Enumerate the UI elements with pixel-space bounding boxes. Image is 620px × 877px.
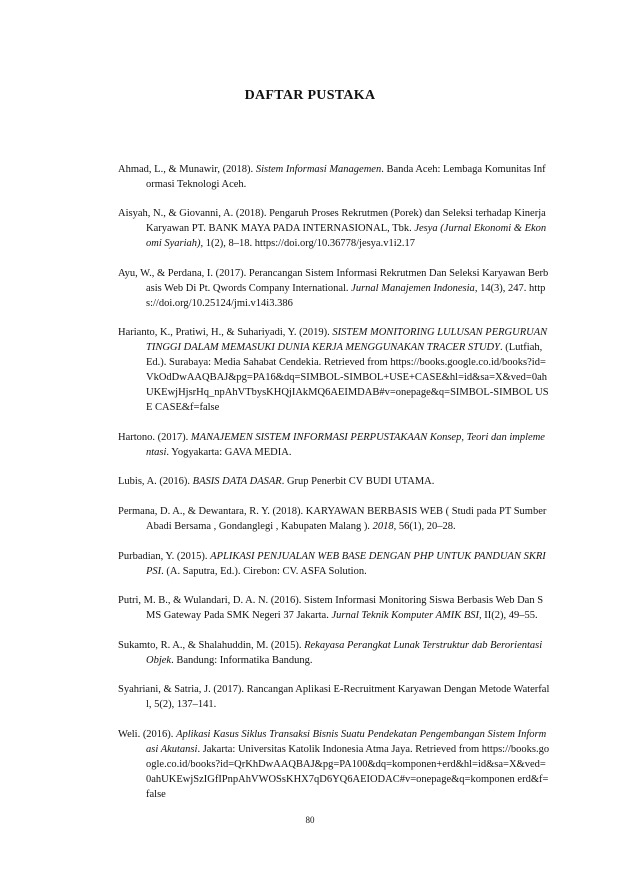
reference-title: APLIKASI PENJUALAN WEB BASE DENGAN PHP UNTUK PANDUAN SKRIPSI [146,550,546,577]
reference-entry [118,162,550,192]
reference-title: Jesya (Jurnal Ekonomi & Ekonomi Syariah) [146,223,547,250]
reference-text: , 1(2), 8–18. https://doi.org/10.36778/jesya.v1i2.17 [200,238,416,250]
reference-text: Lubis, A. (2016). [118,476,193,488]
reference-text: Aisyah, N., & Giovanni, A. (2018). Pengaruh Proses Rekrutmen (Porek) dan Seleksi terhadap Kinerja Karyawan PT. BANK MAYA PADA INTERNASIONAL, Tbk. [118,208,546,235]
reference-text: . (A. Saputra, Ed.). Cirebon: CV. ASFA Solution. [161,565,367,577]
reference-title: Sistem Informasi Managemen [255,163,382,175]
reference-text: , II(2), 49–55. [479,610,538,622]
reference-text: . Bandung: Informatika Bandung. [171,654,313,666]
reference-text: . Yogyakarta: GAVA MEDIA. [166,446,292,458]
reference-entry [118,325,550,415]
reference-entry [118,638,550,668]
reference-text: Purbadian, Y. (2015). [118,550,211,562]
reference-text: Permana, D. A., & Dewantara, R. Y. (2018). KARYAWAN BERBASIS WEB ( Studi pada PT Sumber Abadi Bersama , Gondanglegi , Kabupaten Malang ). [118,506,547,533]
reference-text: Weli. (2016). [118,729,177,741]
reference-entry [118,474,550,489]
reference-text: . (Lutfiah, Ed.). Surabaya: Media Sahabat Cendekia. Retrieved from https://books.google.co.id/books?id=VkOdDwAAQBAJ&pg=PA16&dq=SIMBOL-SIMBOL+USE+CASE&hl=id&sa=X&ved=0ahUKEwjHjsrHq_npAhVTbysKHQjIAkMQ6AEIMDAB#v=onepage&q=SIMBOL-SIMBOL USE CASE&f=false [146,342,549,414]
reference-text: . Banda Aceh: Lembaga Komunitas Informasi Teknologi Aceh. [146,163,546,190]
reference-entry [118,727,550,802]
reference-entry [118,430,550,460]
reference-text: Ahmad, L., & Munawir, (2018). [118,163,256,175]
reference-text: . Grup Penerbit CV BUDI UTAMA. [281,476,435,488]
reference-title: 2018 [372,521,394,533]
reference-title: MANAJEMEN SISTEM INFORMASI PERPUSTAKAAN Konsep, Teori dan implementasi [146,431,545,458]
reference-entry [118,682,550,712]
reference-entry [118,593,550,623]
reference-title: Rekayasa Perangkat Lunak Terstruktur dab Berorientasi Objek [146,639,543,666]
reference-text: . Jakarta: Universitas Katolik Indonesia Atma Jaya. Retrieved from https://books.google.co.id/books?id=QrKhDwAAQBAJ&pg=PA100&dq=komponen+erd&hl=id&sa=X&ved=0ahUKEwjSzIGfIPnpAhVWOSsKHX7qD6YQ6AEIODAC#v=onepage&q=komponen erd&f=false [146,744,550,801]
reference-title: Jurnal Teknik Komputer AMIK BSI [331,610,480,622]
reference-text: Sukamto, R. A., & Shalahuddin, M. (2015). [118,639,305,651]
reference-text: Syahriani, & Satria, J. (2017). Rancangan Aplikasi E-Recruitment Karyawan Dengan Metode Waterfall, 5(2), 137–141. [118,684,550,711]
reference-text: Putri, M. B., & Wulandari, D. A. N. (2016). Sistem Informasi Monitoring Siswa Berbasis Web Dan SMS Gateway Pada SMK Negeri 37 Jakarta. [118,595,544,622]
page-number: 80 [305,815,315,825]
reference-title: Jurnal Manajemen Indonesia [351,282,475,294]
page-title: DAFTAR PUSTAKA [244,88,376,103]
reference-text: Ayu, W., & Perdana, I. (2017). Perancangan Sistem Informasi Rekrutmen Dan Seleksi Karyawan Berbasis Web Di Pt. Qwords Company International. [118,267,549,294]
reference-title: SISTEM MONITORING LULUSAN PERGURUAN TINGGI DALAM MEMASUKI DUNIA KERJA MENGGUNAKAN TRACER STUDY [146,327,548,354]
reference-list [118,151,550,817]
reference-entry [118,549,550,579]
reference-title: Aplikasi Kasus Siklus Transaksi Bisnis Suatu Pendekatan Pengembangan Sistem Informasi Akutansi [146,729,547,756]
reference-entry [118,266,550,311]
reference-entry [118,504,550,534]
reference-text: , 56(1), 20–28. [393,521,456,533]
reference-text: Harianto, K., Pratiwi, H., & Suhariyadi, Y. (2019). [118,327,333,339]
reference-title: BASIS DATA DASAR [192,476,282,488]
reference-text: Hartono. (2017). [118,431,191,443]
reference-text: , 14(3), 247. https://doi.org/10.25124/jmi.v14i3.386 [146,282,546,309]
reference-entry [118,206,550,251]
